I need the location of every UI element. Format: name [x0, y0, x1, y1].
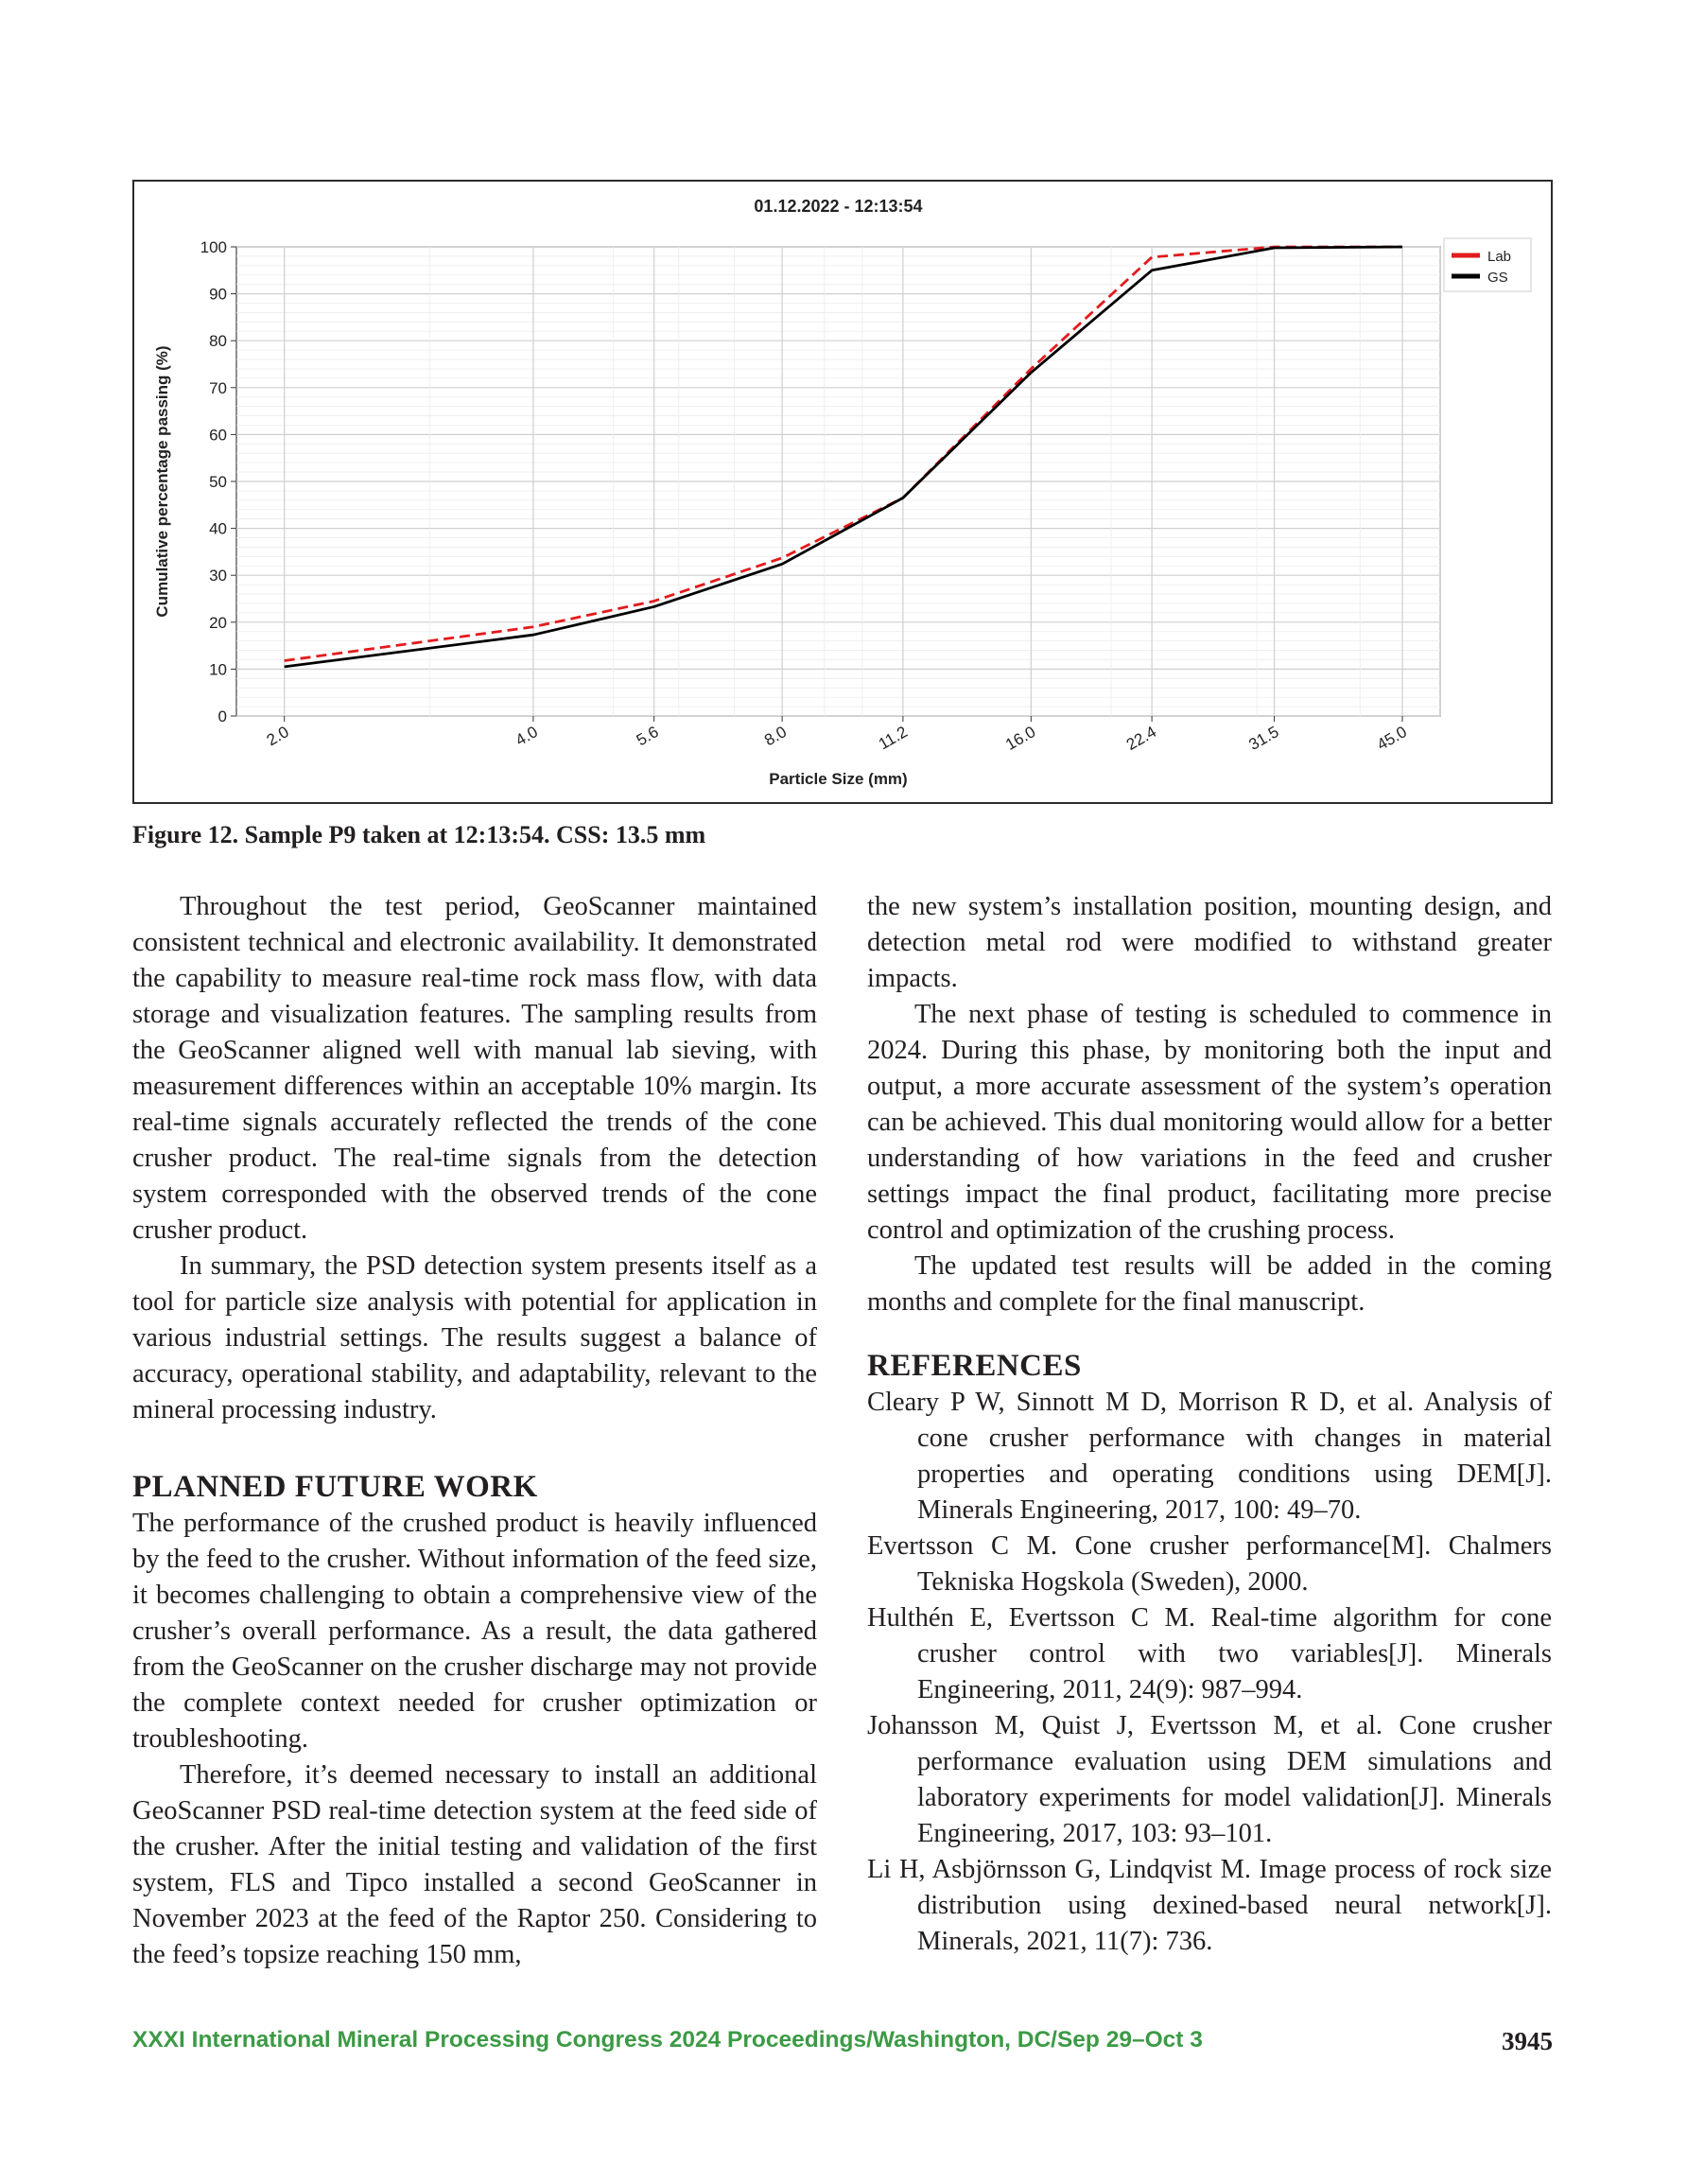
- y-tick-label: 80: [209, 332, 227, 351]
- y-tick-label: 90: [209, 285, 227, 304]
- chart-title: 01.12.2022 - 12:13:54: [754, 197, 923, 216]
- y-tick-label: 10: [209, 660, 227, 679]
- paragraph: In summary, the PSD detection system presents itself as a tool for particle size analysis with potential for application in various industrial settings. The results suggest a balance of accuracy, operational stability, and adaptability, relevant to the mineral processing industry.: [132, 1251, 817, 1424]
- y-axis-label: Cumulative percentage passing (%): [153, 345, 171, 618]
- page-number: 3945: [1502, 2027, 1553, 2055]
- section-heading: REFERENCES: [867, 1349, 1082, 1383]
- x-tick-label: 2.0: [263, 723, 292, 750]
- reference-item: Hulthén E, Evertsson C M. Real-time algorithm for cone crusher control with two variables[J]. Minerals Engineering, 2011, 24(9): 987–994.: [867, 1603, 1552, 1704]
- page-footer: [132, 2027, 1553, 2059]
- left-column: [132, 889, 817, 1973]
- x-tick-label: 4.0: [512, 723, 541, 750]
- x-tick-label: 22.4: [1122, 723, 1160, 755]
- y-tick-label: 30: [209, 567, 227, 585]
- figure-chart-frame: [132, 180, 1553, 804]
- y-tick-label: 20: [209, 613, 227, 632]
- x-tick-label: 11.2: [875, 723, 911, 754]
- reference-item: Li H, Asbjörnsson G, Lindqvist M. Image process of rock size distribution using dexined-based neural network[J]. Minerals, 2021, 11(7): 736.: [867, 1855, 1552, 1956]
- x-tick-label: 45.0: [1373, 723, 1410, 755]
- reference-list: [867, 1385, 1552, 1960]
- paragraph: The performance of the crushed product is heavily influenced by the feed to the crusher. Without information of the feed size, it becomes challenging to obtain a comprehensive view of the crusher’s overall performance. As a result, the data gathered from the GeoScanner on the crusher discharge may not provide the complete context needed for crusher optimization or troubleshooting.: [132, 1509, 817, 1754]
- x-axis-label: Particle Size (mm): [769, 770, 908, 788]
- right-column: [867, 889, 1552, 1960]
- paragraph: The updated test results will be added in the coming months and complete for the final manuscript.: [867, 1251, 1552, 1317]
- paragraph: Therefore, it’s deemed necessary to install an additional GeoScanner PSD real-time detection system at the feed side of the crusher. After the initial testing and validation of the first system, FLS and Tipco installed a second GeoScanner in November 2023 at the feed of the Raptor 250. Considering to the feed’s topsize reaching 150 mm,: [132, 1760, 817, 1969]
- figure-caption: Figure 12. Sample P9 taken at 12:13:54. CSS: 13.5 mm: [132, 821, 706, 848]
- reference-item: Cleary P W, Sinnott M D, Morrison R D, et al. Analysis of cone crusher performance with changes in material properties and operating conditions using DEM[J]. Minerals Engineering, 2017, 100: 49–70.: [867, 1388, 1552, 1525]
- y-tick-label: 0: [217, 708, 227, 725]
- paragraph: Throughout the test period, GeoScanner maintained consistent technical and electronic availability. It demonstrated the capability to measure real-time rock mass flow, with data storage and visualization features. The sampling results from the GeoScanner aligned well with manual lab sieving, with measurement differences within an acceptable 10% margin. Its real-time signals accurately reflected the trends of the cone crusher product. The real-time signals from the detection system corresponded with the observed trends of the cone crusher product.: [132, 892, 817, 1245]
- section-heading: PLANNED FUTURE WORK: [132, 1470, 538, 1504]
- y-tick-label: 50: [209, 473, 227, 491]
- legend-label: Lab: [1487, 249, 1512, 265]
- x-tick-label: 8.0: [761, 723, 791, 750]
- legend-label: GS: [1487, 270, 1508, 286]
- x-tick-label: 31.5: [1245, 723, 1282, 755]
- reference-item: Johansson M, Quist J, Evertsson M, et al. Cone crusher performance evaluation using DEM simulations and laboratory experiments for model validation[J]. Minerals Engineering, 2017, 103: 93–101.: [867, 1711, 1552, 1848]
- paragraph: The next phase of testing is scheduled to commence in 2024. During this phase, by monitoring both the input and output, a more accurate assessment of the system’s operation can be achieved. This dual monitoring would allow for a better understanding of how variations in the feed and crusher settings impact the final product, facilitating more precise control and optimization of the crushing process.: [867, 1000, 1552, 1245]
- y-tick-label: 100: [200, 238, 227, 256]
- y-tick-label: 40: [209, 519, 227, 538]
- paragraph: the new system’s installation position, mounting design, and detection metal rod were modified to withstand greater impacts.: [867, 892, 1552, 993]
- x-tick-label: 5.6: [633, 723, 662, 750]
- x-tick-label: 16.0: [1002, 723, 1039, 755]
- footer-text: XXXI International Mineral Processing Congress 2024 Proceedings/Washington, DC/Sep 29–Oct 3: [132, 2027, 1203, 2053]
- y-tick-label: 60: [209, 426, 227, 445]
- reference-item: Evertsson C M. Cone crusher performance[M]. Chalmers Tekniska Hogskola (Sweden), 2000.: [867, 1531, 1552, 1597]
- psd-line-chart: [134, 182, 1551, 802]
- y-tick-label: 70: [209, 378, 227, 397]
